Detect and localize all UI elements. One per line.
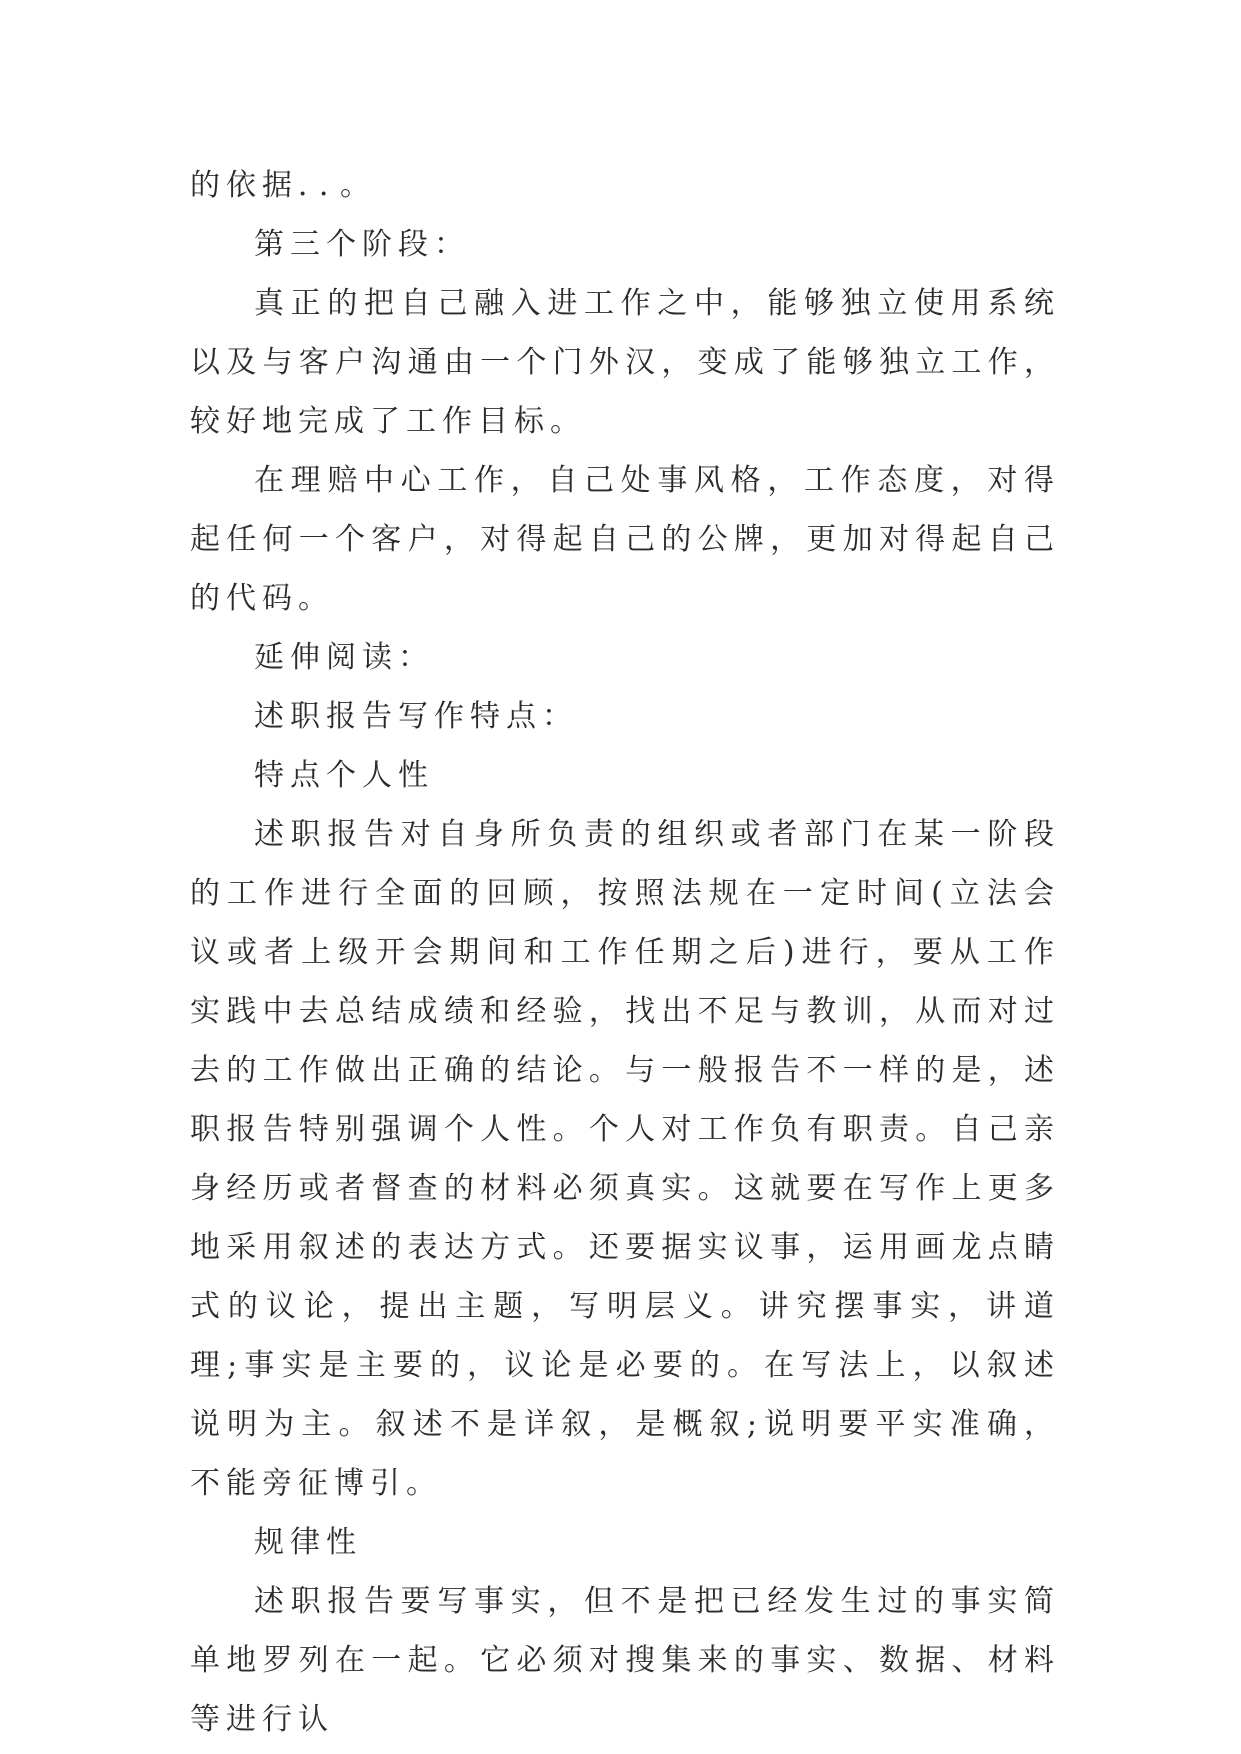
paragraph-stage-three-body: 真正的把自己融入进工作之中，能够独立使用系统以及与客户沟通由一个门外汉，变成了能够独立工作，较好地完成了工作目标。	[190, 286, 1060, 439]
paragraph-writing-features-heading: 述职报告写作特点：	[254, 699, 578, 734]
paragraph-feature-regularity-heading: 规律性	[254, 1525, 362, 1560]
document-body	[190, 156, 1060, 1749]
paragraph-stage-three-heading: 第三个阶段：	[254, 227, 470, 262]
paragraph-feature-personal-heading: 特点个人性	[254, 758, 434, 793]
paragraph-feature-personal-body: 述职报告对自身所负责的组织或者部门在某一阶段的工作进行全面的回顾，按照法规在一定时间(立法会议或者上级开会期间和工作任期之后)进行，要从工作实践中去总结成绩和经验，找出不足与教训，从而对过去的工作做出正确的结论。与一般报告不一样的是，述职报告特别强调个人性。个人对工作负有职责。自己亲身经历或者督查的材料必须真实。这就要在写作上更多地采用叙述的表达方式。还要据实议事，运用画龙点睛式的议论，提出主题，写明层义。讲究摆事实，讲道理;事实是主要的，议论是必要的。在写法上，以叙述说明为主。叙述不是详叙，是概叙;说明要平实准确，不能旁征博引。	[190, 817, 1060, 1501]
paragraph-extended-reading: 延伸阅读：	[254, 640, 434, 675]
paragraph-claims-center: 在理赔中心工作，自己处事风格，工作态度，对得起任何一个客户，对得起自己的公牌，更加对得起自己的代码。	[190, 463, 1060, 616]
paragraph-continuation: 的依据．．。	[190, 168, 376, 203]
paragraph-feature-regularity-body: 述职报告要写事实，但不是把已经发生过的事实简单地罗列在一起。它必须对搜集来的事实、数据、材料等进行认	[190, 1584, 1060, 1737]
